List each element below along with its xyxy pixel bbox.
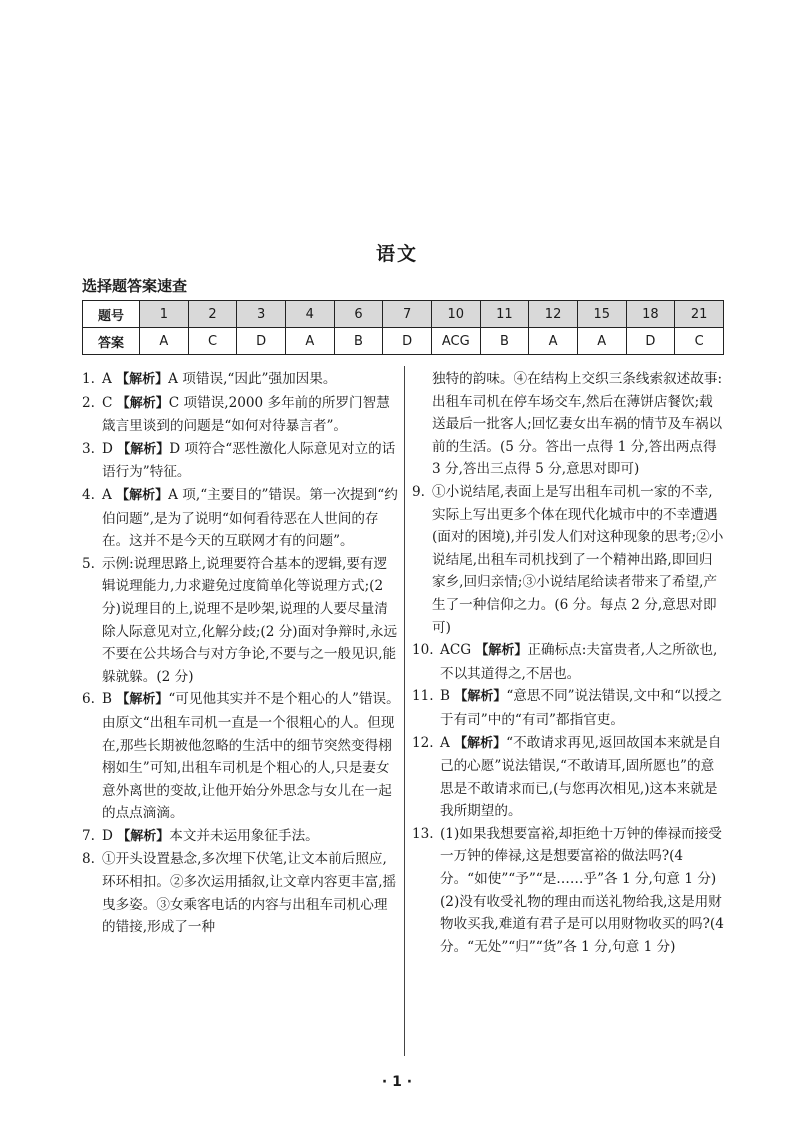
answer-cell: A (140, 328, 189, 355)
item-number: 13. (412, 825, 434, 842)
answer-subitem (412, 891, 724, 959)
item-text: ①小说结尾,表面上是写出租车司机一家的不幸,实际上写出更多个体在现代化城市中的不幸遭遇(面对的困境),并引发人们对这种现象的思考;②小说结尾,出租车司机找到了一个精神出路,即回归家乡,回归亲情;③小说结尾给读者带来了希望,产生了一种信仰之力。(6 分。每点 2 分,意思对即可) (432, 483, 724, 636)
answer-cell: ACG (431, 328, 480, 355)
answer-cell: A (285, 328, 334, 355)
item-text: D 项符合“恶性激化人际意见对立的话语行为”特征。 (102, 440, 396, 481)
item-number: 1. (82, 371, 95, 387)
item-number: 3. (82, 440, 95, 457)
item-number: 12. (412, 734, 434, 751)
answer-cell: C (675, 328, 724, 355)
item-answer: D (102, 827, 113, 844)
item-answer: A (102, 486, 112, 503)
answer-item (82, 848, 400, 938)
question-number: 7 (383, 301, 432, 328)
answer-cell: A (577, 328, 626, 355)
question-number: 1 (140, 301, 189, 328)
item-text: A 项,“主要目的”错误。第一次提到“约伯问题”,是为了说明“如何看待恶在人世间的存在。这并不是今天的互联网才有的问题”。 (102, 486, 398, 550)
answer-cell: C (188, 328, 237, 355)
right-column (412, 368, 724, 958)
item-text: “可见他其实并不是个粗心的人”错误。由原文“出租车司机一直是一个很粗心的人。但现在,那些长期被他忽略的生活中的细节突然变得栩栩如生”可知,出租车司机是个粗心的人,只是妻女意外离世的变故,让他开始分外思念与女儿在一起的点点滴滴。 (102, 691, 400, 822)
answer-item (82, 688, 400, 825)
left-column (82, 368, 400, 939)
item-number: 11. (412, 688, 434, 705)
question-number-row (83, 301, 724, 328)
answer-cell: D (237, 328, 286, 355)
answer-item (412, 481, 724, 639)
answer-item (82, 392, 400, 438)
item-number: 10. (412, 642, 434, 659)
answer-item (82, 484, 400, 553)
answer-cell: A (529, 328, 578, 355)
question-number: 2 (188, 301, 237, 328)
item-text: “意思不同”说法错误,文中和“以授之于有司”中的“有司”都指官吏。 (440, 688, 722, 728)
item-number: 8. (82, 851, 95, 868)
answer-item (82, 438, 400, 484)
item-text: “不敢请求再见,返回故国本来就是自己的心愿”说法错误,“不敢请耳,固所愿也”的意思是不敢请求而已,(与您再次相见,)这本来就是我所期望的。 (440, 734, 722, 820)
question-number: 18 (626, 301, 675, 328)
question-number: 12 (529, 301, 578, 328)
answer-item-continued (412, 368, 724, 481)
item-text: 正确标点:夫富贵者,人之所欲也,不以其道得之,不居也。 (440, 642, 718, 682)
analysis-tag: 【解析】 (116, 692, 169, 708)
question-number: 11 (480, 301, 529, 328)
question-number: 3 (237, 301, 286, 328)
analysis-tag: 【解析】 (454, 735, 507, 751)
item-answer: C (102, 394, 113, 411)
question-number: 21 (675, 301, 724, 328)
answer-table (82, 300, 724, 355)
item-answer: B (440, 688, 450, 705)
answer-cell: B (480, 328, 529, 355)
page-number: · 1 · (381, 1074, 413, 1090)
column-divider (404, 366, 405, 1056)
analysis-tag: 【解析】 (117, 441, 170, 457)
answer-row (83, 328, 724, 355)
answer-item (82, 368, 400, 392)
item-number: 5. (82, 555, 95, 572)
answer-item (412, 732, 724, 823)
table-header-label: 题号 (83, 301, 140, 328)
item-text: 本文并未运用象征手法。 (169, 827, 319, 844)
item-number: 7. (82, 827, 95, 844)
item-answer: A (440, 734, 450, 751)
analysis-tag: 【解析】 (116, 487, 169, 503)
item-answer: B (102, 691, 112, 708)
question-number: 10 (431, 301, 480, 328)
answer-item (82, 553, 400, 689)
analysis-tag: 【解析】 (117, 828, 170, 844)
analysis-tag: 【解析】 (454, 689, 507, 705)
question-number: 4 (285, 301, 334, 328)
answer-cell: D (626, 328, 675, 355)
answer-item (82, 825, 400, 849)
item-text: 独特的韵味。④在结构上交织三条线索叙述故事:出租车司机在停车场交车,然后在薄饼店餐饮;载送最后一批客人;回忆妻女出车祸的情节及车祸以前的生活。(5 分。答出一点得 1 分,答出两点得 3 分,答出三点得 5 分,意思对即可) (432, 371, 723, 478)
answer-item (412, 685, 724, 731)
answer-cell: B (334, 328, 383, 355)
answer-item (412, 639, 724, 685)
item-answer: A (102, 371, 112, 387)
analysis-tag: 【解析】 (116, 372, 169, 387)
question-number: 15 (577, 301, 626, 328)
analysis-tag: 【解析】 (475, 643, 528, 659)
item-text: (1)如果我想要富裕,却拒绝十万钟的俸禄而接受一万钟的俸禄,这是想要富裕的做法吗?(4 分。“如使”“予”“是……乎”各 1 分,句意 1 分) (440, 825, 722, 888)
item-text: 示例:说理思路上,说理要符合基本的逻辑,要有逻辑说理能力,力求避免过度简单化等说理方式;(2 分)说理目的上,说理不是吵架,说理的人要尽量清除人际意见对立,化解分歧;(2 分)面对争辩时,永远不要在公共场合与对方争论,不要与之一般见识,能躲就躲。(2 分) (102, 555, 398, 685)
item-text: ①开头设置悬念,多次埋下伏笔,让文本前后照应,环环相扣。②多次运用插叙,让文章内容更丰富,摇曳多姿。③女乘客电话的内容与出租车司机心理的错接,形成了一种 (102, 851, 397, 936)
answer-cell: D (383, 328, 432, 355)
table-answer-label: 答案 (83, 328, 140, 355)
item-number: 2. (82, 394, 95, 411)
item-text: (2)没有收受礼物的理由而送礼物给我,这是用财物收买我,难道有君子是可以用财物收买的吗?(4 分。“无处”“归”“货”各 1 分,句意 1 分) (440, 893, 724, 955)
page-title: 语文 (375, 243, 418, 265)
analysis-tag: 【解析】 (116, 395, 169, 411)
item-number: 9. (412, 483, 425, 500)
item-answer: ACG (440, 642, 472, 659)
item-number: 6. (82, 691, 95, 708)
item-text: A 项错误,“因此”强加因果。 (168, 371, 337, 387)
answer-item (412, 823, 724, 891)
question-number: 6 (334, 301, 383, 328)
item-number: 4. (82, 486, 95, 503)
section-heading: 选择题答案速查 (82, 277, 188, 295)
item-answer: D (102, 440, 113, 457)
item-text: C 项错误,2000 多年前的所罗门智慧箴言里谈到的问题是“如何对待暴言者”。 (102, 394, 390, 435)
